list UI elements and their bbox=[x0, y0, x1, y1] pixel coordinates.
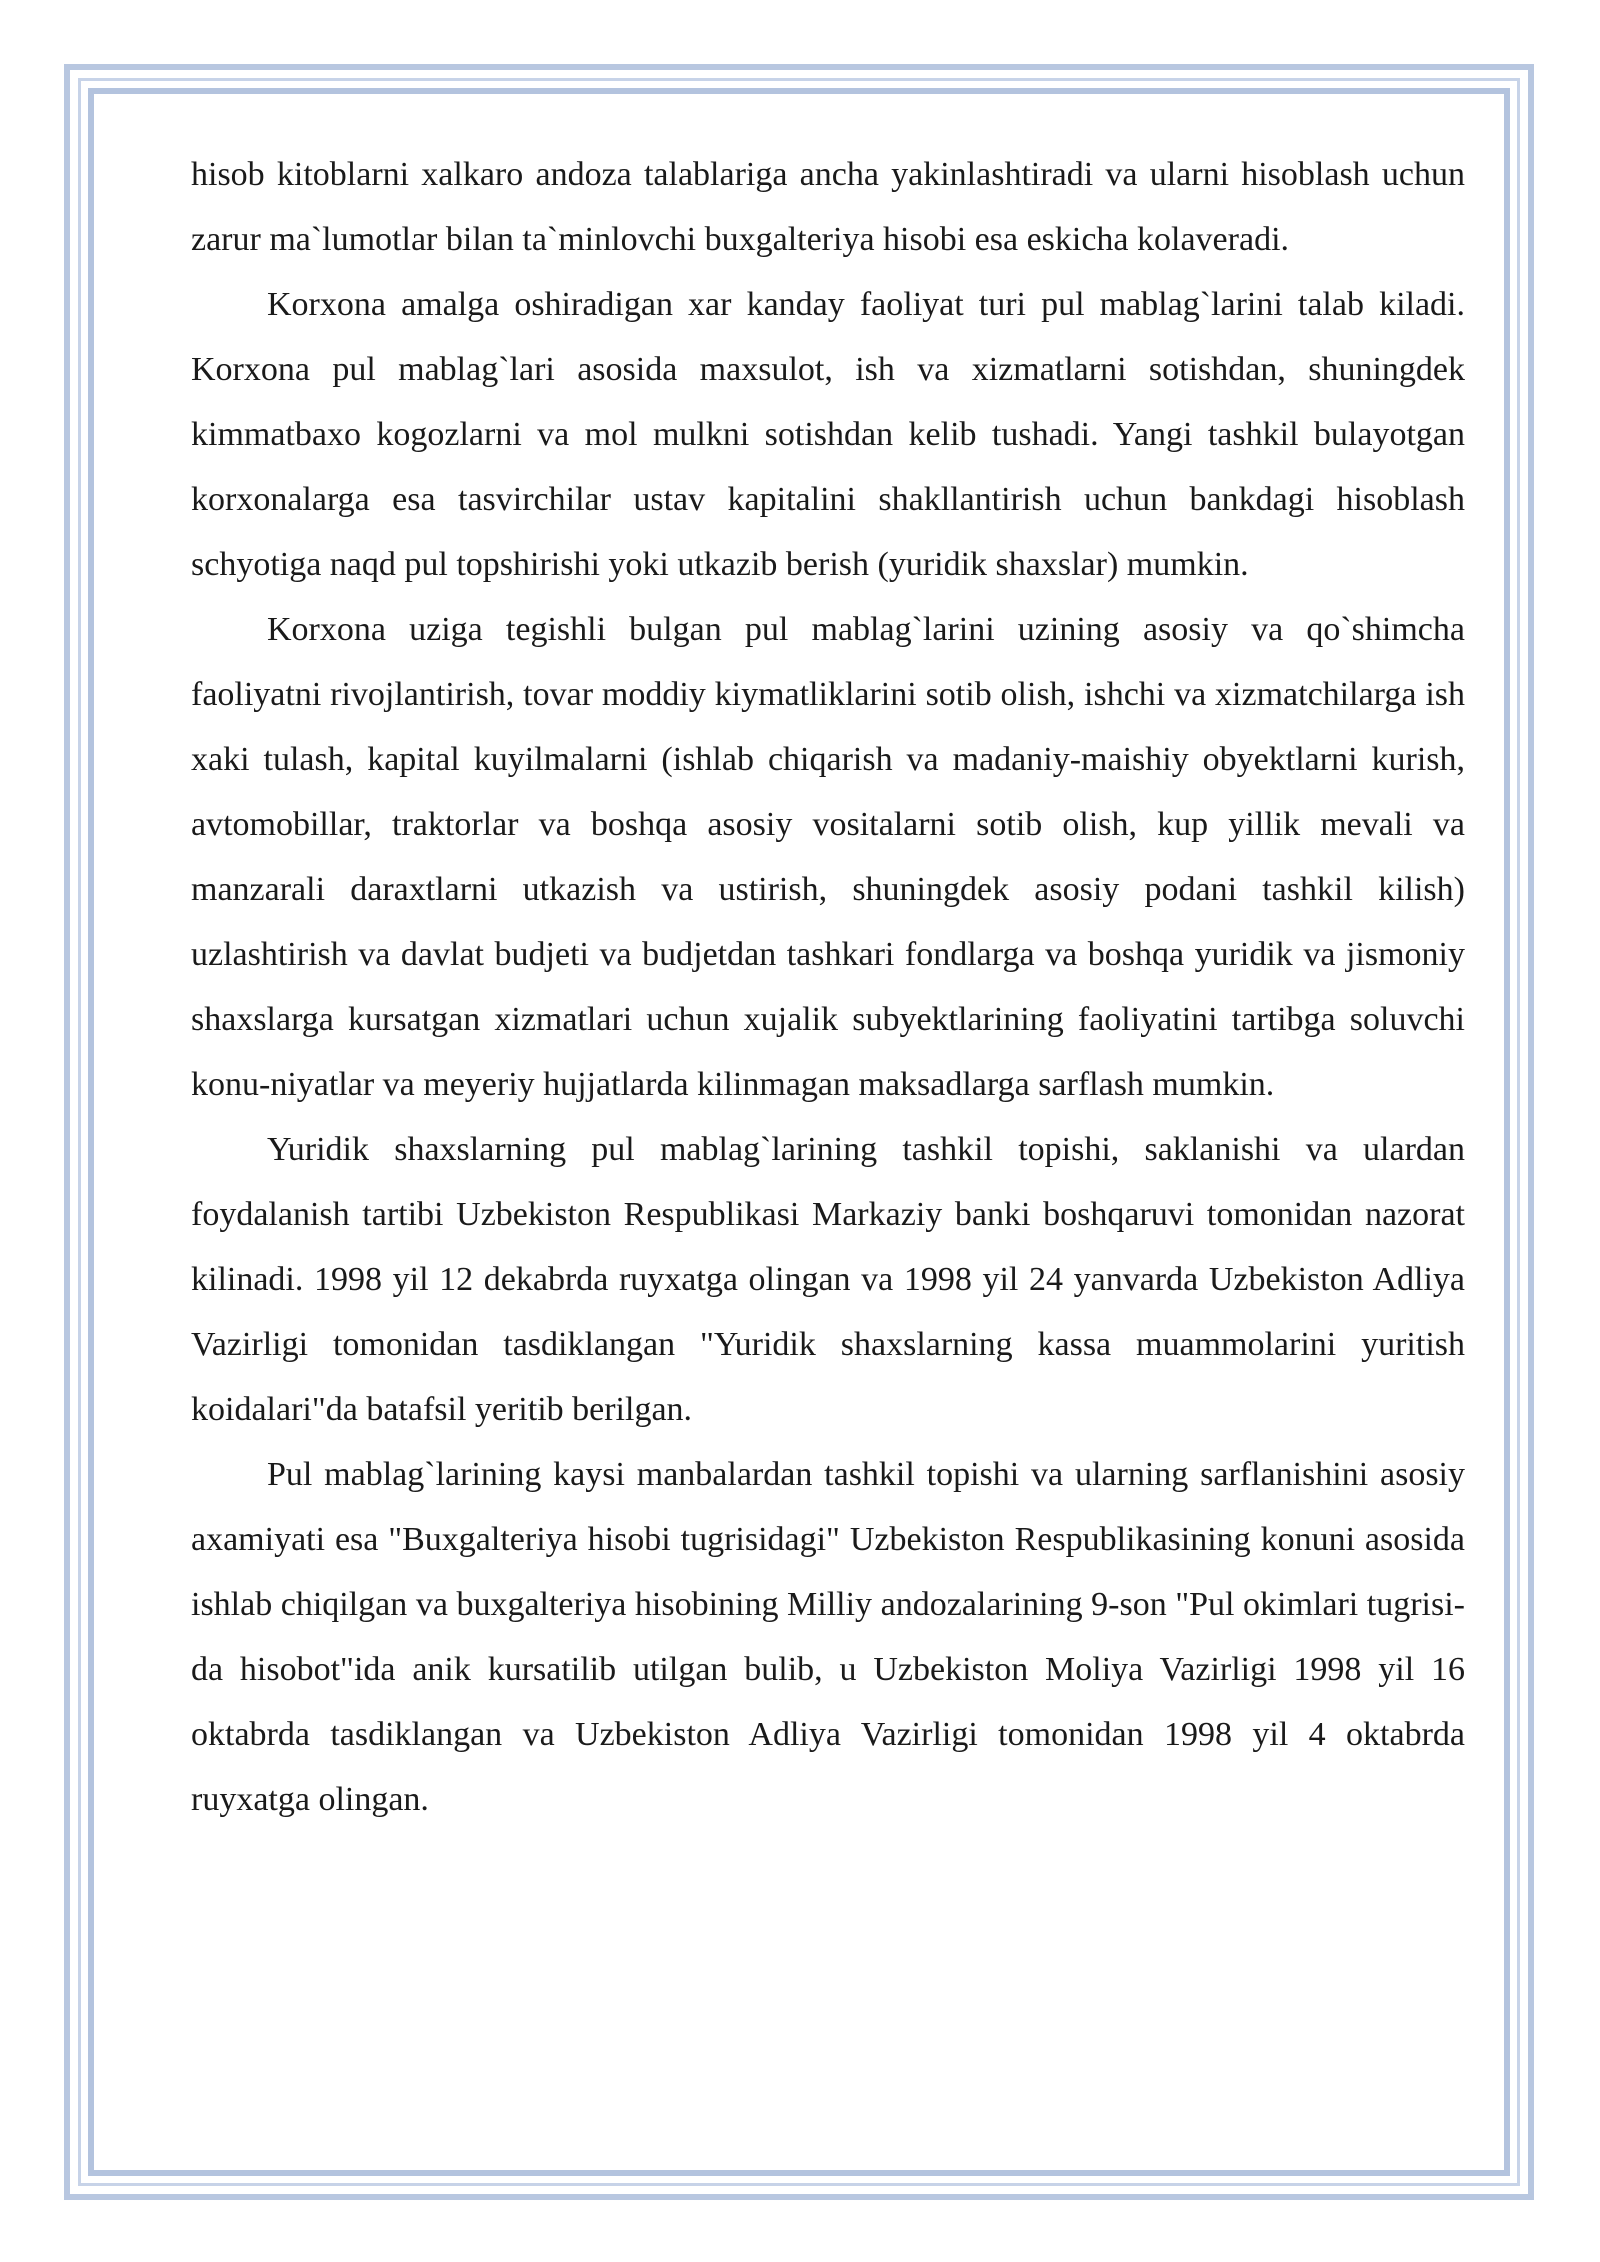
paragraph: Korxona amalga oshiradigan xar kanday faoliyat turi pul mablag`larini talab kiladi. Korxona pul mablag`lari asosida maxsulot, ish va xizmatlarni sotishdan, shuningdek kimmatbaxo kogozlarni va mol mulkni sotishdan kelib tushadi. Yangi tashkil bulayotgan korxonalarga esa tasvirchilar ustav kapitalini shakllantirish uchun bankdagi hisoblash schyotiga naqd pul topshirishi yoki utkazib berish (yuridik shaxslar) mumkin. bbox=[191, 286, 1465, 583]
paragraph: Yuridik shaxslarning pul mablag`larining tashkil topishi, saklanishi va ulardan foydalanish tartibi Uzbekiston Respublikasi Markaziy banki boshqaruvi tomonidan nazorat kilinadi. 1998 yil 12 dekabrda ruyxatga olingan va 1998 yil 24 yanvarda Uzbekiston Adliya Vazirligi tomonidan tasdiklangan "Yuridik shaxslarning kassa muammolarini yuritish koidalari"da batafsil yeritib berilgan. bbox=[191, 1131, 1465, 1428]
paragraph: Pul mablag`larining kaysi manbalardan tashkil topishi va ularning sarflanishini asosiy axamiyati esa "Buxgalteriya hisobi tugrisidagi" Uzbekiston Respublikasining konuni asosida ishlab chiqilgan va buxgalteriya hisobining Milliy andozalarining 9-son "Pul okimlari tugrisi-da hisobot"ida anik kursatilib utilgan bulib, u Uzbekiston Moliya Vazirligi 1998 yil 16 oktabrda tasdiklangan va Uzbekiston Adliya Vazirligi tomonidan 1998 yil 4 oktabrda ruyxatga olingan. bbox=[191, 1456, 1465, 1818]
paragraph-continuation: hisob kitoblarni xalkaro andoza talablariga ancha yakinlashtiradi va ularni hisoblash uchun zarur ma`lumotlar bilan ta`minlovchi buxgalteriya hisobi esa eskicha kolaveradi. bbox=[191, 156, 1465, 258]
document-body bbox=[191, 142, 1465, 1832]
paragraph: Korxona uziga tegishli bulgan pul mablag`larini uzining asosiy va qo`shimcha faoliyatni rivojlantirish, tovar moddiy kiymatliklarini sotib olish, ishchi va xizmatchilarga ish xaki tulash, kapital kuyilmalarni (ishlab chiqarish va madaniy-maishiy obyektlarni kurish, avtomobillar, traktorlar va boshqa asosiy vositalarni sotib olish, kup yillik mevali va manzarali daraxtlarni utkazish va ustirish, shuningdek asosiy podani tashkil kilish) uzlashtirish va davlat budjeti va budjetdan tashkari fondlarga va boshqa yuridik va jismoniy shaxslarga kursatgan xizmatlari uchun xujalik subyektlarining faoliyatini tartibga soluvchi konu-niyatlar va meyeriy hujjatlarda kilinmagan maksadlarga sarflash mumkin. bbox=[191, 611, 1465, 1103]
